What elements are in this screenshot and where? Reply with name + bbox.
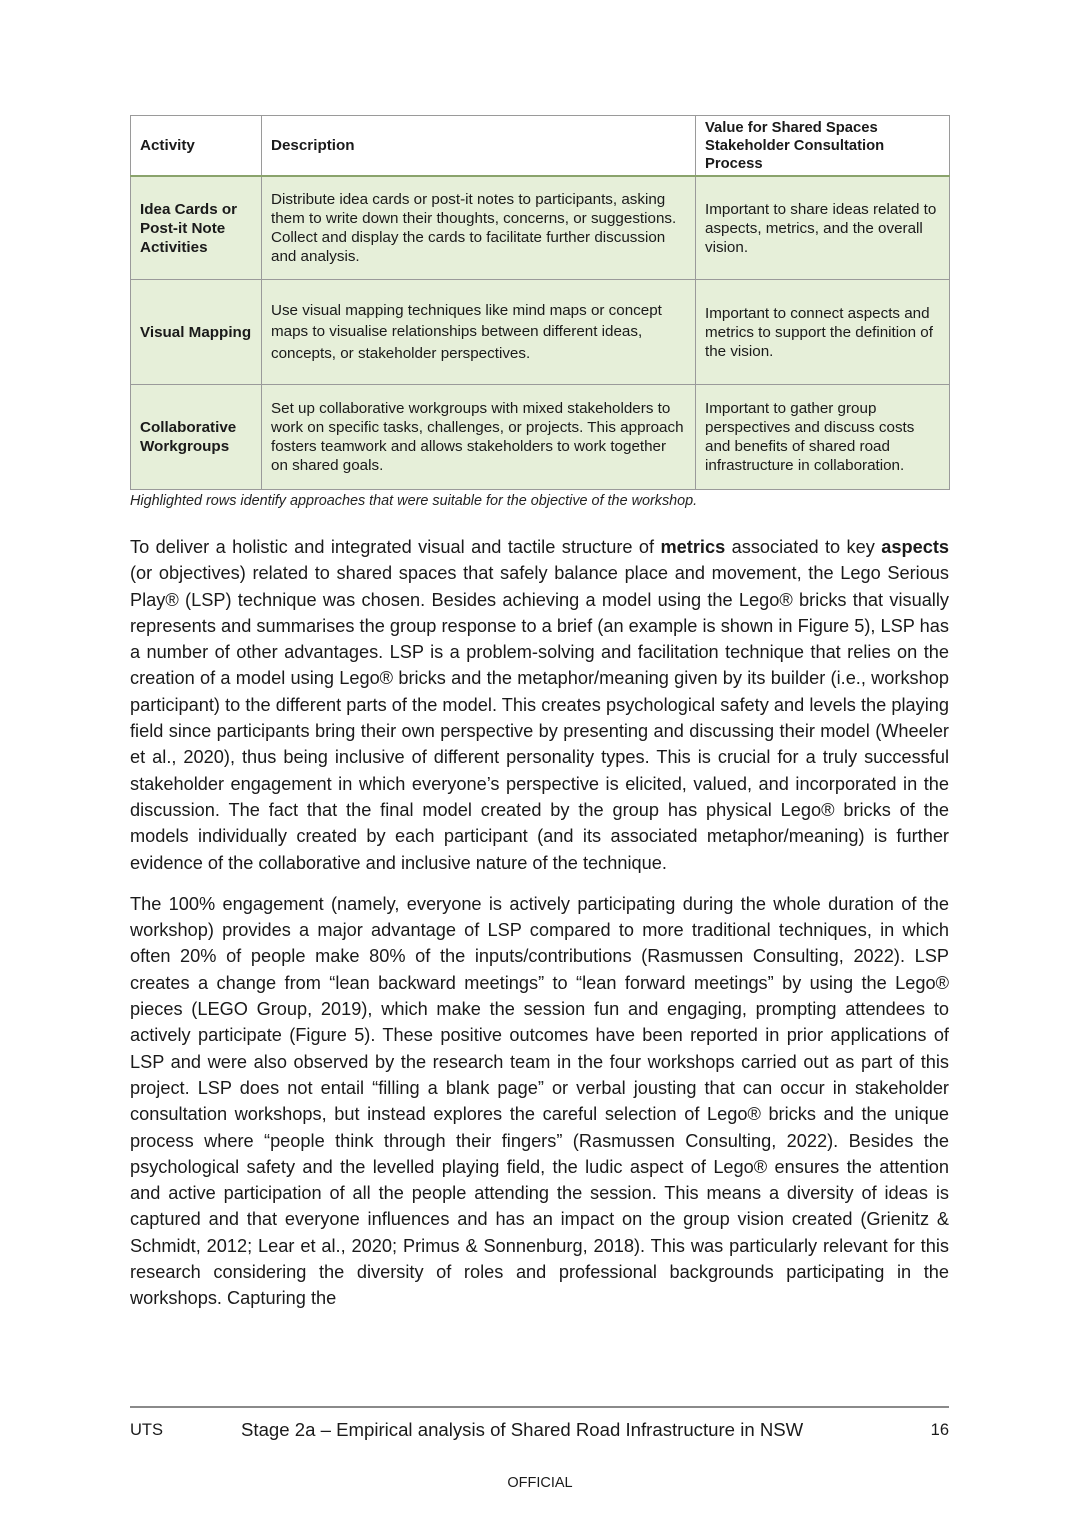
row-value: Important to connect aspects and metrics to support the definition of the vision. [696, 280, 950, 385]
footer-divider [130, 1406, 949, 1408]
p1-text-3: (or objectives) related to shared spaces that safely balance place and movement, the Lego Serious Play® (LSP) technique was chosen. Besides achieving a model using the Lego® bricks that visually represents and summarises the group response to a brief (an example is shown in Figure 5), LSP has a number of other advantages. LSP is a problem-solving and facilitation technique that relies on the creation of a model using Lego® bricks and the metaphor/meaning given by its builder (i.e., workshop participant) to the different parts of the model. This creates psychological safety and levels the playing field since participants bring their own perspective by presenting and discussing their model (Wheeler et al., 2020), thus being inclusive of different personality types. This is crucial for a truly successful stakeholder engagement in which everyone’s perspective is elicited, valued, and incorporated in the discussion. The fact that the final model created by the group has physical Lego® bricks of the models individually created by each participant (and its associated metaphor/meaning) is further evidence of the collaborative and inclusive nature of the technique. [130, 563, 949, 873]
table-caption: Highlighted rows identify approaches that were suitable for the objective of the workshop. [130, 493, 698, 509]
p1-text-1: To deliver a holistic and integrated visual and tactile structure of [130, 537, 661, 557]
page-footer [130, 1419, 949, 1443]
row-activity: Visual Mapping [131, 280, 262, 385]
security-classification: OFFICIAL [507, 1475, 573, 1491]
footer-org: UTS [130, 1421, 163, 1439]
footer-title: Stage 2a – Empirical analysis of Shared Road Infrastructure in NSW [241, 1419, 804, 1440]
body-paragraph-1 [130, 534, 949, 876]
p1-bold-aspects: aspects [881, 537, 949, 557]
p1-bold-metrics: metrics [660, 537, 726, 557]
table-header-row [131, 116, 950, 177]
row-value: Important to gather group perspectives and discuss costs and benefits of shared road infrastructure in collaboration. [696, 385, 950, 490]
p1-text-2: associated to key [725, 537, 882, 557]
header-description: Description [262, 116, 696, 177]
row-description: Distribute idea cards or post-it notes to participants, asking them to write down their thoughts, concerns, or suggestions. Collect and display the cards to facilitate further discussion and analysis. [262, 176, 696, 280]
header-activity: Activity [131, 116, 262, 177]
page-content [130, 115, 949, 1312]
table-row [131, 176, 950, 280]
header-value: Value for Shared Spaces Stakeholder Consultation Process [696, 116, 950, 177]
row-description: Use visual mapping techniques like mind maps or concept maps to visualise relationships between different ideas, concepts, or stakeholder perspectives. [262, 280, 696, 385]
row-activity: Idea Cards or Post-it Note Activities [131, 176, 262, 280]
activities-table [130, 115, 950, 490]
row-description: Set up collaborative workgroups with mixed stakeholders to work on specific tasks, challenges, or projects. This approach fosters teamwork and allows stakeholders to work together on shared goals. [262, 385, 696, 490]
table-row [131, 385, 950, 490]
page-number: 16 [930, 1421, 949, 1439]
body-paragraph-2: The 100% engagement (namely, everyone is actively participating during the whole duration of the workshop) provides a major advantage of LSP compared to more traditional techniques, in which often 20% of people make 80% of the inputs/contributions (Rasmussen Consulting, 2022). LSP creates a change from “lean backward meetings” to “lean forward meetings” by using the Lego® pieces (LEGO Group, 2019), which make the session fun and engaging, prompting attendees to actively participate (Figure 5). These positive outcomes have been reported in prior applications of LSP and were also observed by the research team in the four workshops carried out as part of this project. LSP does not entail “filling a blank page” or verbal jousting that can occur in stakeholder consultation workshops, but instead explores the careful selection of Lego® bricks and the unique process where “people think through their fingers” (Rasmussen Consulting, 2022). Besides the psychological safety and the levelled playing field, the ludic aspect of Lego® ensures the attention and active participation of all the people attending the session. This means a diversity of ideas is captured and that everyone influences and has an impact on the group vision created (Grienitz & Schmidt, 2012; Lear et al., 2020; Primus & Sonnenburg, 2018). This was particularly relevant for this research considering the diversity of roles and professional backgrounds participating in the workshops. Capturing the [130, 893, 949, 1309]
table-row [131, 280, 950, 385]
row-activity: Collaborative Workgroups [131, 385, 262, 490]
row-value: Important to share ideas related to aspects, metrics, and the overall vision. [696, 176, 950, 280]
